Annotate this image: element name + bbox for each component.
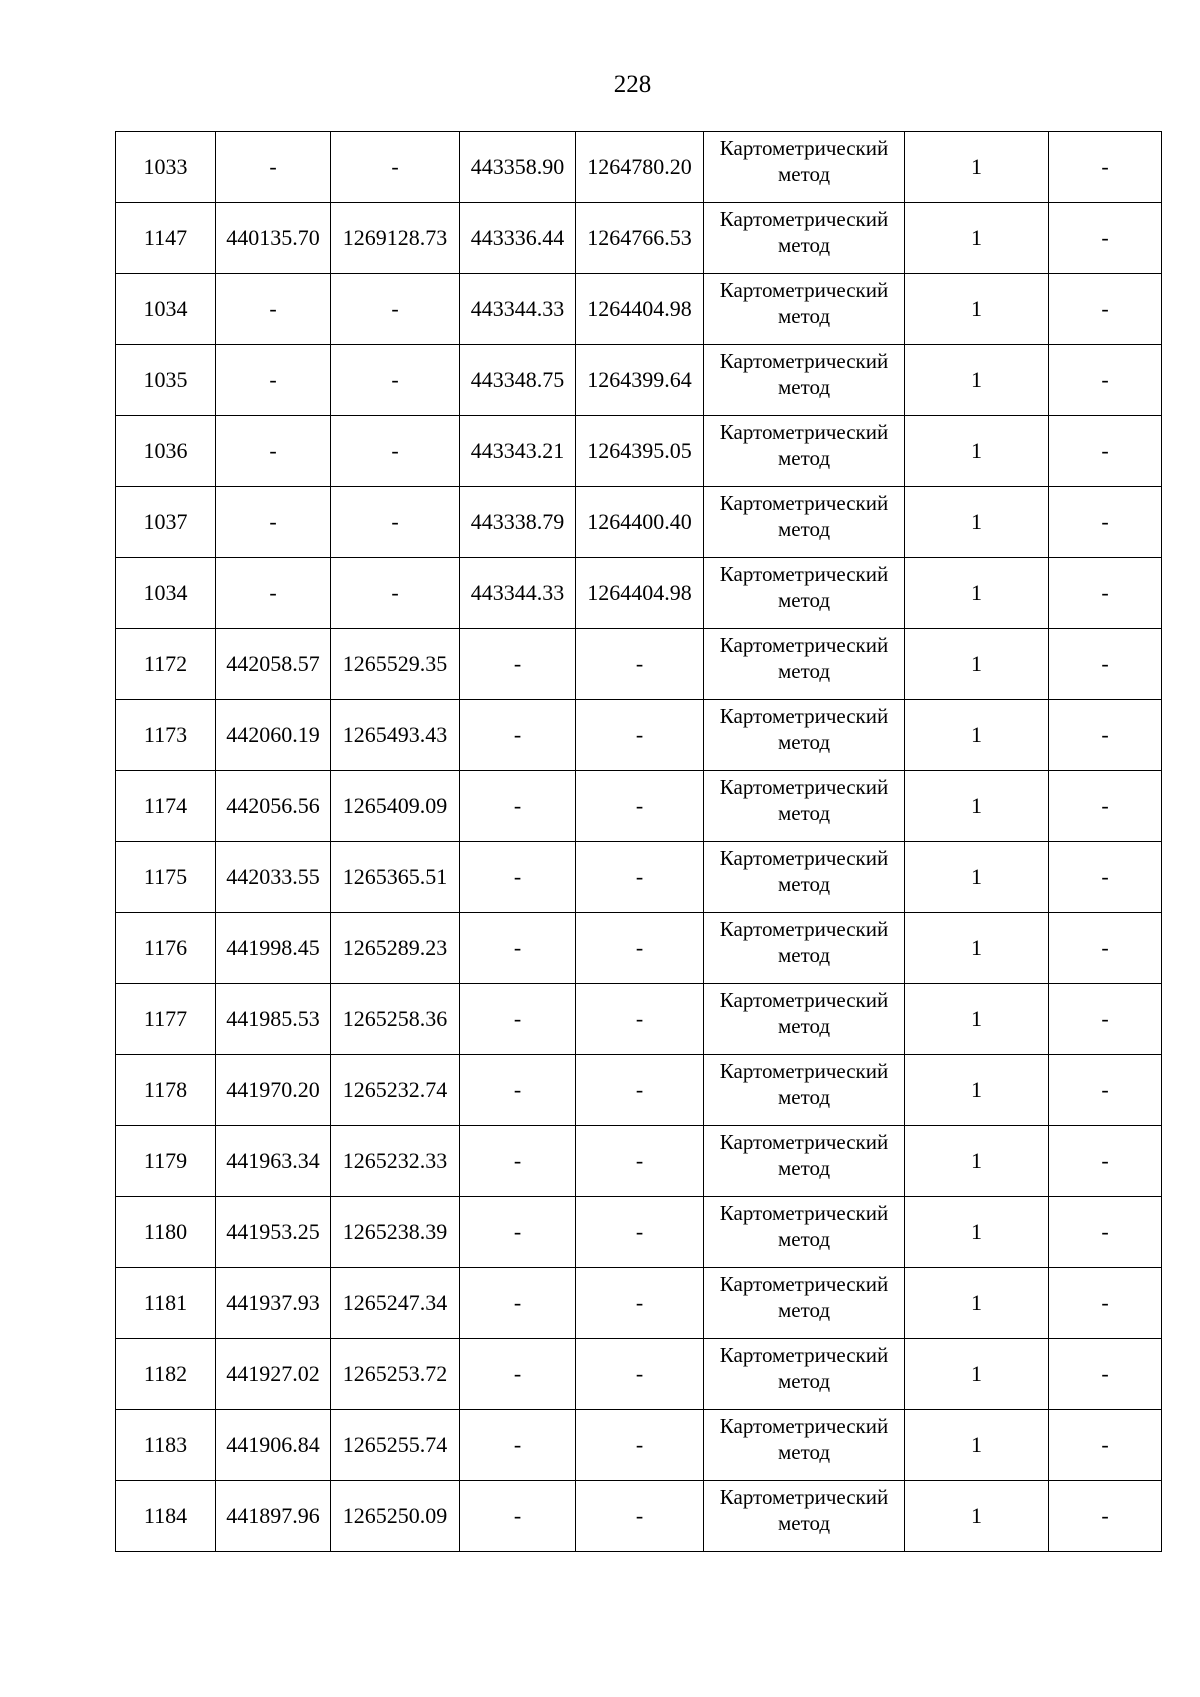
y-new-cell: - — [576, 700, 704, 771]
x-existing-cell: 442056.56 — [216, 771, 331, 842]
method-line-1: Картометрический — [719, 704, 889, 728]
table-row — [116, 913, 1162, 984]
method-line-2: метод — [777, 1085, 831, 1109]
table-row — [116, 842, 1162, 913]
accuracy-cell: 1 — [905, 487, 1049, 558]
method-line-1: Картометрический — [719, 349, 889, 373]
note-cell: - — [1049, 1339, 1162, 1410]
table-row — [116, 1339, 1162, 1410]
table-row — [116, 1410, 1162, 1481]
x-existing-cell: - — [216, 416, 331, 487]
method-cell — [704, 1126, 905, 1197]
point-number-cell: 1176 — [116, 913, 216, 984]
x-existing-cell: - — [216, 132, 331, 203]
method-line-1: Картометрический — [719, 136, 889, 160]
y-existing-cell: 1269128.73 — [331, 203, 460, 274]
y-new-cell: 1264766.53 — [576, 203, 704, 274]
x-existing-cell: 441937.93 — [216, 1268, 331, 1339]
method-cell — [704, 203, 905, 274]
note-cell: - — [1049, 558, 1162, 629]
x-new-cell: 443358.90 — [460, 132, 576, 203]
method-line-2: метод — [777, 446, 831, 470]
method-line-1: Картометрический — [719, 846, 889, 870]
table-row — [116, 274, 1162, 345]
x-new-cell: - — [460, 1410, 576, 1481]
note-cell: - — [1049, 1268, 1162, 1339]
note-cell: - — [1049, 132, 1162, 203]
method-line-2: метод — [777, 588, 831, 612]
method-line-2: метод — [777, 162, 831, 186]
note-cell: - — [1049, 842, 1162, 913]
note-cell: - — [1049, 487, 1162, 558]
method-cell — [704, 700, 905, 771]
accuracy-cell: 1 — [905, 1339, 1049, 1410]
method-line-2: метод — [777, 1227, 831, 1251]
y-existing-cell: 1265232.74 — [331, 1055, 460, 1126]
accuracy-cell: 1 — [905, 984, 1049, 1055]
point-number-cell: 1179 — [116, 1126, 216, 1197]
method-cell — [704, 1410, 905, 1481]
note-cell: - — [1049, 629, 1162, 700]
y-new-cell: - — [576, 1268, 704, 1339]
point-number-cell: 1181 — [116, 1268, 216, 1339]
table-row — [116, 345, 1162, 416]
x-existing-cell: 441998.45 — [216, 913, 331, 984]
accuracy-cell: 1 — [905, 416, 1049, 487]
method-cell — [704, 274, 905, 345]
point-number-cell: 1035 — [116, 345, 216, 416]
method-line-2: метод — [777, 304, 831, 328]
method-cell — [704, 771, 905, 842]
table-row — [116, 984, 1162, 1055]
method-line-2: метод — [777, 517, 831, 541]
point-number-cell: 1180 — [116, 1197, 216, 1268]
note-cell: - — [1049, 700, 1162, 771]
x-existing-cell: 441906.84 — [216, 1410, 331, 1481]
note-cell: - — [1049, 984, 1162, 1055]
x-existing-cell: 440135.70 — [216, 203, 331, 274]
x-new-cell: - — [460, 1197, 576, 1268]
table-row — [116, 700, 1162, 771]
accuracy-cell: 1 — [905, 842, 1049, 913]
method-cell — [704, 1339, 905, 1410]
method-line-1: Картометрический — [719, 633, 889, 657]
method-cell — [704, 1268, 905, 1339]
y-existing-cell: 1265253.72 — [331, 1339, 460, 1410]
y-new-cell: 1264399.64 — [576, 345, 704, 416]
accuracy-cell: 1 — [905, 1410, 1049, 1481]
x-new-cell: - — [460, 700, 576, 771]
x-new-cell: - — [460, 629, 576, 700]
method-line-1: Картометрический — [719, 491, 889, 515]
point-number-cell: 1173 — [116, 700, 216, 771]
note-cell: - — [1049, 913, 1162, 984]
point-number-cell: 1147 — [116, 203, 216, 274]
x-existing-cell: - — [216, 345, 331, 416]
y-existing-cell: 1265409.09 — [331, 771, 460, 842]
x-new-cell: 443344.33 — [460, 274, 576, 345]
method-cell — [704, 1481, 905, 1552]
y-new-cell: - — [576, 1126, 704, 1197]
table-row — [116, 1055, 1162, 1126]
y-existing-cell: 1265529.35 — [331, 629, 460, 700]
y-new-cell: - — [576, 629, 704, 700]
method-line-2: метод — [777, 943, 831, 967]
accuracy-cell: 1 — [905, 1268, 1049, 1339]
table-row — [116, 558, 1162, 629]
method-line-1: Картометрический — [719, 775, 889, 799]
x-new-cell: - — [460, 1055, 576, 1126]
table-row — [116, 771, 1162, 842]
method-line-2: метод — [777, 730, 831, 754]
y-existing-cell: 1265232.33 — [331, 1126, 460, 1197]
y-new-cell: 1264404.98 — [576, 274, 704, 345]
x-existing-cell: 441953.25 — [216, 1197, 331, 1268]
table-row — [116, 1197, 1162, 1268]
y-new-cell: 1264400.40 — [576, 487, 704, 558]
table-row — [116, 1268, 1162, 1339]
x-new-cell: 443336.44 — [460, 203, 576, 274]
point-number-cell: 1175 — [116, 842, 216, 913]
point-number-cell: 1034 — [116, 274, 216, 345]
y-existing-cell: - — [331, 416, 460, 487]
method-line-2: метод — [777, 1369, 831, 1393]
y-new-cell: - — [576, 842, 704, 913]
y-existing-cell: 1265289.23 — [331, 913, 460, 984]
accuracy-cell: 1 — [905, 1481, 1049, 1552]
method-line-1: Картометрический — [719, 1272, 889, 1296]
x-existing-cell: 441897.96 — [216, 1481, 331, 1552]
y-existing-cell: - — [331, 274, 460, 345]
y-new-cell: 1264780.20 — [576, 132, 704, 203]
method-line-1: Картометрический — [719, 1485, 889, 1509]
accuracy-cell: 1 — [905, 558, 1049, 629]
point-number-cell: 1037 — [116, 487, 216, 558]
x-new-cell: - — [460, 913, 576, 984]
point-number-cell: 1178 — [116, 1055, 216, 1126]
accuracy-cell: 1 — [905, 1197, 1049, 1268]
y-new-cell: - — [576, 1055, 704, 1126]
method-line-2: метод — [777, 1014, 831, 1038]
table-row — [116, 416, 1162, 487]
method-line-2: метод — [777, 801, 831, 825]
accuracy-cell: 1 — [905, 132, 1049, 203]
point-number-cell: 1034 — [116, 558, 216, 629]
x-new-cell: - — [460, 842, 576, 913]
note-cell: - — [1049, 1126, 1162, 1197]
method-cell — [704, 558, 905, 629]
point-number-cell: 1184 — [116, 1481, 216, 1552]
method-cell — [704, 1055, 905, 1126]
x-new-cell: - — [460, 771, 576, 842]
method-line-2: метод — [777, 233, 831, 257]
x-existing-cell: 442033.55 — [216, 842, 331, 913]
x-existing-cell: 442058.57 — [216, 629, 331, 700]
note-cell: - — [1049, 1481, 1162, 1552]
method-line-1: Картометрический — [719, 278, 889, 302]
x-new-cell: - — [460, 984, 576, 1055]
y-existing-cell: - — [331, 487, 460, 558]
y-existing-cell: 1265250.09 — [331, 1481, 460, 1552]
note-cell: - — [1049, 203, 1162, 274]
method-line-2: метод — [777, 1511, 831, 1535]
method-line-2: метод — [777, 1298, 831, 1322]
x-new-cell: - — [460, 1339, 576, 1410]
y-existing-cell: - — [331, 345, 460, 416]
table-row — [116, 203, 1162, 274]
x-existing-cell: 442060.19 — [216, 700, 331, 771]
x-new-cell: 443338.79 — [460, 487, 576, 558]
method-line-1: Картометрический — [719, 1059, 889, 1083]
y-new-cell: - — [576, 771, 704, 842]
note-cell: - — [1049, 1197, 1162, 1268]
point-number-cell: 1172 — [116, 629, 216, 700]
method-cell — [704, 842, 905, 913]
table-body — [116, 132, 1162, 1552]
method-line-1: Картометрический — [719, 1201, 889, 1225]
coordinates-table — [115, 131, 1162, 1552]
y-existing-cell: 1265255.74 — [331, 1410, 460, 1481]
point-number-cell: 1033 — [116, 132, 216, 203]
accuracy-cell: 1 — [905, 274, 1049, 345]
accuracy-cell: 1 — [905, 913, 1049, 984]
method-cell — [704, 1197, 905, 1268]
table-row — [116, 629, 1162, 700]
y-new-cell: - — [576, 1481, 704, 1552]
method-line-1: Картометрический — [719, 988, 889, 1012]
y-existing-cell: 1265365.51 — [331, 842, 460, 913]
x-existing-cell: - — [216, 558, 331, 629]
point-number-cell: 1036 — [116, 416, 216, 487]
method-line-2: метод — [777, 1440, 831, 1464]
note-cell: - — [1049, 274, 1162, 345]
accuracy-cell: 1 — [905, 771, 1049, 842]
method-line-2: метод — [777, 375, 831, 399]
x-existing-cell: 441963.34 — [216, 1126, 331, 1197]
method-line-1: Картометрический — [719, 207, 889, 231]
method-line-1: Картометрический — [719, 562, 889, 586]
note-cell: - — [1049, 771, 1162, 842]
note-cell: - — [1049, 416, 1162, 487]
method-cell — [704, 984, 905, 1055]
x-existing-cell: - — [216, 487, 331, 558]
y-existing-cell: 1265493.43 — [331, 700, 460, 771]
x-existing-cell: 441927.02 — [216, 1339, 331, 1410]
y-new-cell: - — [576, 913, 704, 984]
method-line-2: метод — [777, 1156, 831, 1180]
method-cell — [704, 345, 905, 416]
point-number-cell: 1183 — [116, 1410, 216, 1481]
y-existing-cell: 1265258.36 — [331, 984, 460, 1055]
note-cell: - — [1049, 345, 1162, 416]
method-line-1: Картометрический — [719, 917, 889, 941]
y-existing-cell: - — [331, 132, 460, 203]
method-cell — [704, 913, 905, 984]
accuracy-cell: 1 — [905, 700, 1049, 771]
method-line-1: Картометрический — [719, 1130, 889, 1154]
note-cell: - — [1049, 1055, 1162, 1126]
point-number-cell: 1177 — [116, 984, 216, 1055]
y-existing-cell: 1265247.34 — [331, 1268, 460, 1339]
method-line-2: метод — [777, 872, 831, 896]
x-new-cell: - — [460, 1126, 576, 1197]
method-cell — [704, 416, 905, 487]
accuracy-cell: 1 — [905, 629, 1049, 700]
y-new-cell: - — [576, 1339, 704, 1410]
x-new-cell: 443348.75 — [460, 345, 576, 416]
accuracy-cell: 1 — [905, 345, 1049, 416]
table-row — [116, 1481, 1162, 1552]
x-existing-cell: 441985.53 — [216, 984, 331, 1055]
y-existing-cell: 1265238.39 — [331, 1197, 460, 1268]
table-row — [116, 1126, 1162, 1197]
method-line-2: метод — [777, 659, 831, 683]
method-line-1: Картометрический — [719, 1414, 889, 1438]
accuracy-cell: 1 — [905, 203, 1049, 274]
table-row — [116, 132, 1162, 203]
x-existing-cell: - — [216, 274, 331, 345]
y-new-cell: - — [576, 1197, 704, 1268]
y-new-cell: - — [576, 984, 704, 1055]
note-cell: - — [1049, 1410, 1162, 1481]
method-cell — [704, 132, 905, 203]
accuracy-cell: 1 — [905, 1055, 1049, 1126]
table-row — [116, 487, 1162, 558]
x-new-cell: 443344.33 — [460, 558, 576, 629]
method-line-1: Картометрический — [719, 1343, 889, 1367]
method-cell — [704, 487, 905, 558]
point-number-cell: 1182 — [116, 1339, 216, 1410]
y-existing-cell: - — [331, 558, 460, 629]
accuracy-cell: 1 — [905, 1126, 1049, 1197]
method-cell — [704, 629, 905, 700]
method-line-1: Картометрический — [719, 420, 889, 444]
x-existing-cell: 441970.20 — [216, 1055, 331, 1126]
y-new-cell: - — [576, 1410, 704, 1481]
x-new-cell: - — [460, 1268, 576, 1339]
y-new-cell: 1264404.98 — [576, 558, 704, 629]
x-new-cell: 443343.21 — [460, 416, 576, 487]
x-new-cell: - — [460, 1481, 576, 1552]
y-new-cell: 1264395.05 — [576, 416, 704, 487]
point-number-cell: 1174 — [116, 771, 216, 842]
page-number: 228 — [613, 71, 652, 98]
